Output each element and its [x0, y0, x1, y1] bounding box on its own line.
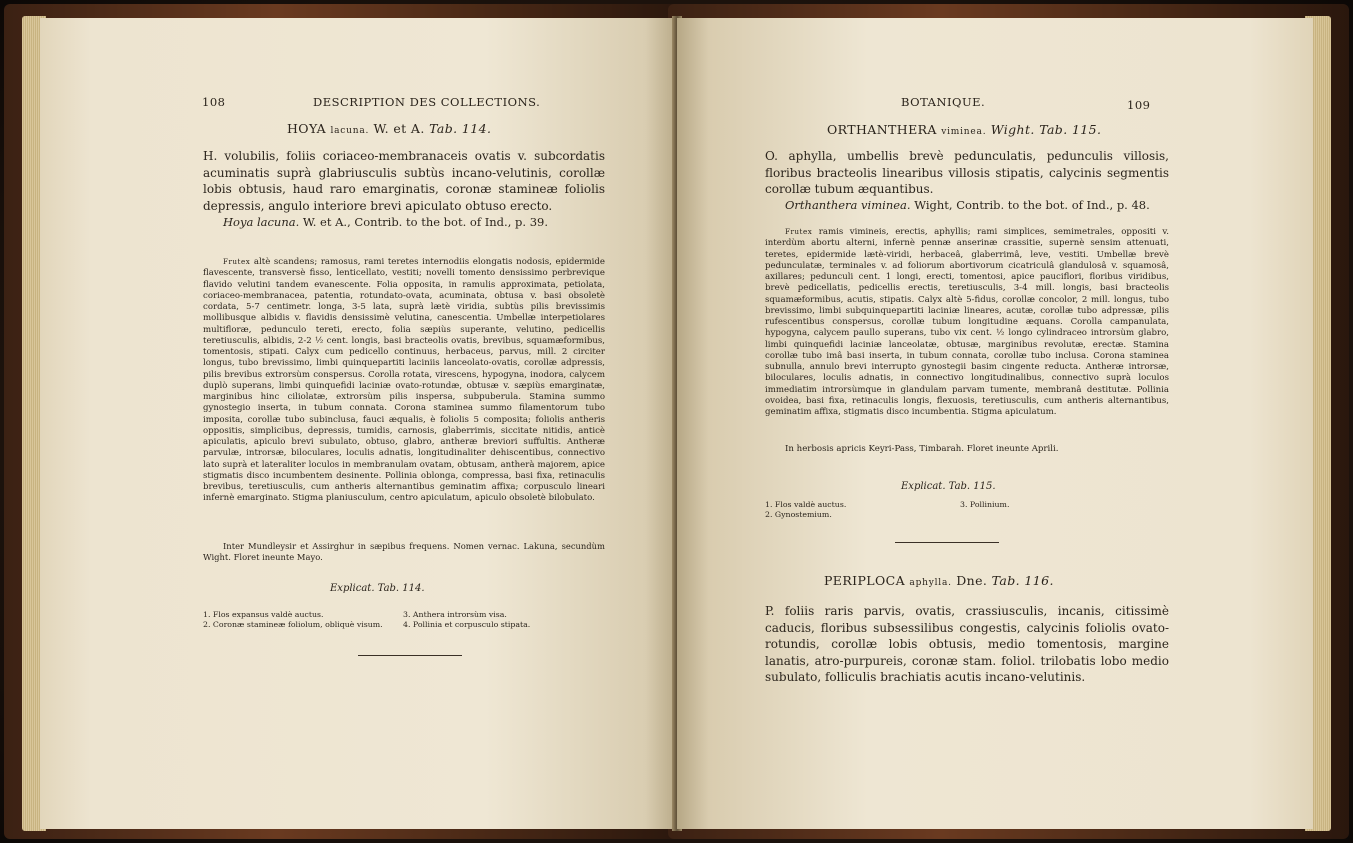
orthanthera-legend-col2	[960, 500, 1009, 510]
hoya-genus: HOYA	[287, 121, 327, 136]
periploca-authority: Dne.	[956, 573, 988, 588]
periploca-diagnosis: P. foliis raris parvis, ovatis, crassiusculis, incanis, citissimè caducis, floribus subsessilibus congestis, calycinis foliolis ovato-rotundis, corollæ lobis obtusis, medio tomentosis, margine lanatis, atro-purpureis, coronæ stam. foliol. trilobatis lobo medio subulato, folliculis brachiatis acutis incano-velutinis.	[765, 604, 1169, 684]
orthanthera-citation-name: Orthanthera viminea.	[785, 198, 911, 212]
hoya-legend-col2	[403, 610, 530, 630]
orthanthera-tab: Tab. 115.	[1039, 122, 1102, 137]
legend-item: 3. Anthera introrsùm visa.	[403, 610, 507, 619]
orthanthera-diagnosis: O. aphylla, umbellis brevè pedunculatis, pedunculis villosis, floribus bracteolis linearibus villosis stipatis, calycinis segmentis corollæ tubum æquantibus.	[765, 149, 1169, 196]
hoya-epithet: lacuna.	[330, 126, 370, 136]
hoya-explicat: Explicat. Tab. 114.	[330, 583, 425, 594]
orthanthera-legend-col1	[765, 500, 846, 520]
left-running-head: DESCRIPTION DES COLLECTIONS.	[313, 95, 541, 109]
legend-item: 2. Gynostemium.	[765, 510, 832, 519]
hoya-habitat: Inter Mundleysir et Assirghur in sæpibus frequens. Nomen vernac. Lakuna, secundùm Wight. Floret ineunte Mayo.	[203, 541, 605, 563]
right-page-number: 109	[1127, 98, 1151, 112]
orthanthera-title	[827, 122, 1101, 137]
left-page	[40, 18, 677, 829]
hoya-title	[287, 121, 491, 136]
periploca-epithet: aphylla.	[909, 578, 952, 588]
orthanthera-explicat: Explicat. Tab. 115.	[901, 481, 996, 492]
hoya-citation	[223, 215, 548, 229]
hoya-tab: Tab. 114.	[429, 121, 492, 136]
orthanthera-citation-ref: Wight, Contrib. to the bot. of Ind., p. 48.	[914, 198, 1150, 212]
hoya-citation-name: Hoya lacuna.	[223, 215, 300, 229]
orthanthera-description	[765, 226, 1169, 418]
periploca-genus: PERIPLOCA	[824, 573, 906, 588]
orthanthera-description-text: ramis vimineis, erectis, aphyllis; rami simplices, semimetrales, oppositi v. interdùm abortu alterni, infernè pennæ anserinæ crassitie, supernè sensim attenuati, teretes, epidermide lætè-viridi, herbaceâ, glaberrimâ, leve, vestiti. Umbellæ brevè pedunculatæ, terminales v. ad foliorum abortivorum cicatriculâ glandulosâ v. squamosâ, axillares; pedunculi cent. 1 longi, erecti, tomentosi, apice pauciflori, floribus viridibus, brevè pedicellatis, pedicellis erectis, teretiusculis, 3-4 mill. longis, basi bracteolis squamæformibus, acutis, stipatis. Calyx altè 5-fidus, corollæ concolor, 2 mill. longus, tubo brevissimo, limbi subquinquepartiti laciniæ lineares, acutæ, corollæ tubo adpressæ, pilis rufescentibus conspersus, corollæ tubum longitudine æquans. Corolla campanulata, hypogyna, calycem paullo superans, tubo vix cent. ½ longo cylindraceo introrsùm glabro, limbi quinquefidi laciniæ lanceolatæ, obtusæ, marginibus revolutæ, erectæ. Stamina corollæ tubo imâ basi inserta, in tubum connata, corollæ tubo inclusa. Corona staminea subnulla, annulo brevi interrupto gynostegii basim cingente reducta. Antheræ introrsæ, biloculares, loculis adnatis, in connectivo longitudinalibus, connectivo suprà loculos immediatim introrsùmque in glandulam parvam tumente, membranâ destitutæ. Pollinia ovoidea, basi fixa, retinaculis longis, flexuosis, teretiusculis, cum antheris alternantibus, geminatim affixa, stigmatis disco incumbentia. Stigma apiculatum.	[765, 227, 1170, 417]
left-page-number: 108	[202, 95, 226, 109]
hoya-citation-ref: W. et A., Contrib. to the bot. of Ind., p. 39.	[302, 215, 548, 229]
periploca-tab: Tab. 116.	[991, 573, 1054, 588]
legend-item: 2. Coronæ stamineæ foliolum, obliquè visum.	[203, 620, 383, 629]
legend-item: 3. Pollinium.	[960, 500, 1010, 509]
hoya-description-lead: Frutex	[223, 257, 251, 266]
section-rule	[358, 655, 462, 656]
legend-item: 1. Flos expansus valdè auctus.	[203, 610, 324, 619]
right-running-head: BOTANIQUE.	[901, 95, 986, 109]
legend-item: 1. Flos valdè auctus.	[765, 500, 847, 509]
hoya-diagnosis: H. volubilis, foliis coriaceo-membranaceis ovatis v. subcordatis acuminatis suprà glabriusculis subtùs incano-velutinis, corollæ lobis obtusis, haud raro emarginatis, coronæ stamineæ foliolis depressis, angulo interiore brevi apiculato obtuso erecto.	[203, 149, 605, 213]
hoya-authority: W. et A.	[373, 121, 425, 136]
orthanthera-citation	[785, 198, 1150, 212]
orthanthera-habitat: In herbosis apricis Keyri-Pass, Timbarah. Floret ineunte Aprili.	[785, 444, 1059, 454]
hoya-description	[203, 256, 605, 505]
orthanthera-authority: Wight.	[990, 122, 1035, 137]
right-page	[677, 18, 1313, 829]
periploca-title	[824, 573, 1054, 588]
section-rule	[895, 542, 999, 543]
legend-item: 4. Pollinia et corpusculo stipata.	[403, 620, 531, 629]
hoya-description-text: altè scandens; ramosus, rami teretes internodiis elongatis nodosis, epidermide flavescente, transversè fisso, lenticellato, vestiti; novelli tomento densissimo perbrevique flavido velutini tandem evanescente. Folia opposita, in ramulis approximata, petiolata, coriaceo-membranacea, patentia, rotundato-ovata, acuminata, obtusa v. basi obsoletè cordata, 5-7 centimetr. longa, 3-5 lata, suprà lætè viridia, subtùs pilis brevissimis mollibusque albidis v. flavidis densissimè velutina, canescentia. Umbellæ interpetiolares multifloræ, pedunculo tereti, erecto, folia sæpiùs superante, velutino, pedicellis teretiusculis, albidis, 2-2 ½ cent. longis, basi bracteolis ovatis, brevibus, squamæformibus, tomentosis, stipati. Calyx cum pedicello continuus, herbaceus, parvus, mill. 2 circiter longus, tubo brevissimo, limbi quinquepartiti laciniis lanceolato-ovatis, corollæ adpressis, pilis brevibus extrorsùm conspersus. Corolla rotata, virescens, hypogyna, inodora, calycem duplò superans, limbi quinquefidi laciniæ ovato-rotundæ, obtusæ v. sæpiùs emarginatæ, marginibus hinc ciliolatæ, extrorsùm pilis inspersa, subpuberula. Stamina summo gynostegio inserta, in tubum connata. Corona staminea summo filamentorum tubo imposita, corollæ tubo subinclusa, fauci æqualis, è foliolis 5 composita; foliolis antheris oppositis, simplicibus, depressis, tumidis, carnosis, glaberrimis, siccitate nitidis, anticè apiculatis, apiculo brevi subulato, obtuso, glabro, antheræ breviori suffultis. Antheræ parvulæ, introrsæ, biloculares, loculis adnatis, longitudinaliter dehiscentibus, connectivo lato suprà et lateraliter loculos in membranulam ovatam, obtusam, antherà majorem, apice stigmatis disco incumbentem desinente. Pollinia oblonga, compressa, basi fixa, retinaculis brevibus, teretiusculis, cum antheris alternantibus geminatim affixa; corpusculo lineari infernè emarginato. Stigma planiusculum, centro apiculatum, apiculo obsoletè bilobulato.	[203, 257, 605, 504]
orthanthera-epithet: viminea.	[941, 127, 987, 137]
orthanthera-genus: ORTHANTHERA	[827, 122, 937, 137]
hoya-legend-col1	[203, 610, 383, 630]
orthanthera-description-lead: Frutex	[785, 227, 813, 236]
